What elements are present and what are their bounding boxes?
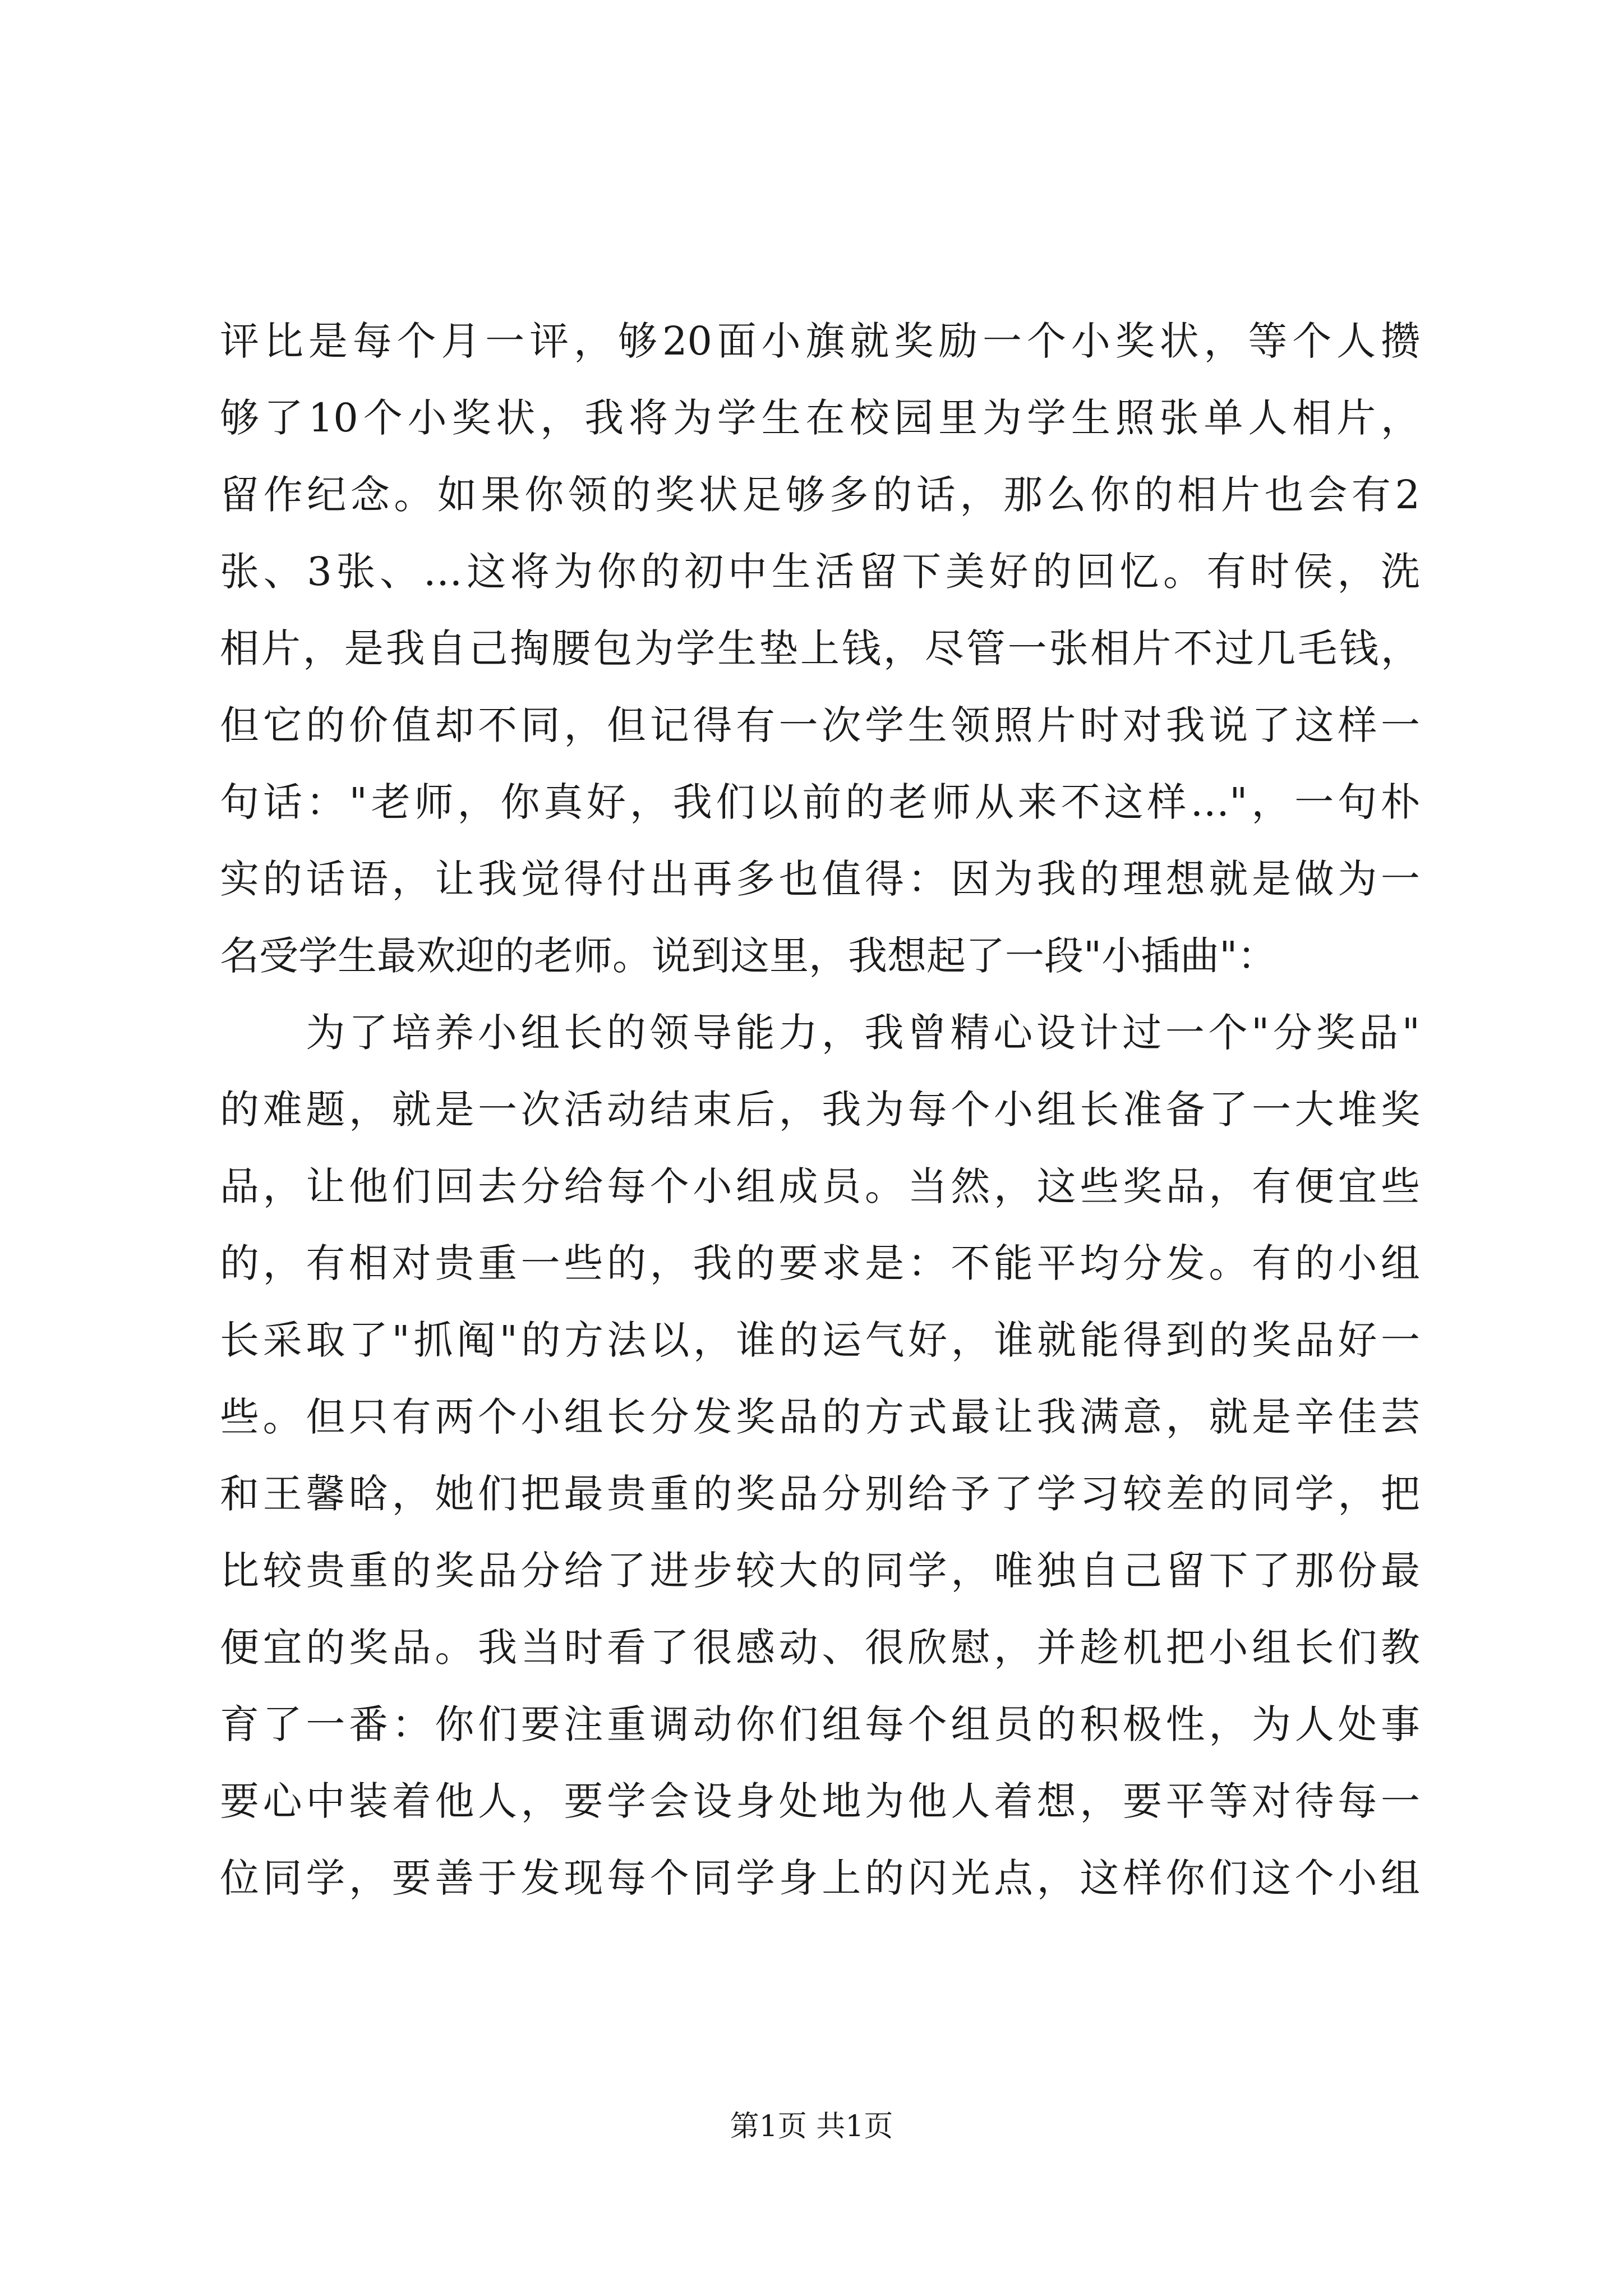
page-number-footer: 第1页 共1页 [730, 2110, 893, 2143]
text-line: 的难题，就是一次活动结束后，我为每个小组长准备了一大堆奖 [220, 1087, 1420, 1133]
text-line: 些。但只有两个小组长分发奖品的方式最让我满意，就是辛佳芸 [220, 1394, 1420, 1440]
text-line: 相片，是我自己掏腰包为学生垫上钱，尽管一张相片不过几毛钱， [220, 625, 1420, 671]
text-line: 要心中装着他人，要学会设身处地为他人着想，要平等对待每一 [220, 1778, 1420, 1824]
text-line: 张、3张、…这将为你的初中生活留下美好的回忆。有时侯，洗 [220, 549, 1420, 595]
text-line: 实的话语，让我觉得付出再多也值得：因为我的理想就是做为一 [220, 856, 1420, 902]
text-line: 评比是每个月一评，够20面小旗就奖励一个小奖状，等个人攒 [220, 318, 1420, 364]
text-line: 位同学，要善于发现每个同学身上的闪光点，这样你们这个小组 [220, 1855, 1420, 1901]
text-line: 留作纪念。如果你领的奖状足够多的话，那么你的相片也会有2 [220, 472, 1420, 518]
paragraph-1 [220, 303, 1420, 995]
text-line: 长采取了"抓阄"的方法以，谁的运气好，谁就能得到的奖品好一 [220, 1317, 1420, 1363]
text-line: 为了培养小组长的领导能力，我曾精心设计过一个"分奖品" [220, 1010, 1420, 1056]
text-line: 够了10个小奖状，我将为学生在校园里为学生照张单人相片， [220, 395, 1420, 441]
text-line: 比较贵重的奖品分给了进步较大的同学，唯独自己留下了那份最 [220, 1548, 1420, 1594]
text-line: 品，让他们回去分给每个小组成员。当然，这些奖品，有便宜些 [220, 1163, 1420, 1209]
text-line: 的，有相对贵重一些的，我的要求是：不能平均分发。有的小组 [220, 1240, 1420, 1286]
text-line: 名受学生最欢迎的老师。说到这里，我想起了一段"小插曲"： [220, 933, 1277, 979]
text-line: 育了一番：你们要注重调动你们组每个组员的积极性，为人处事 [220, 1701, 1420, 1747]
text-line: 和王馨晗，她们把最贵重的奖品分别给予了学习较差的同学，把 [220, 1471, 1420, 1517]
paragraph-2 [220, 995, 1420, 1917]
text-line: 但它的价值却不同，但记得有一次学生领照片时对我说了这样一 [220, 702, 1420, 748]
body-text [220, 303, 1420, 1917]
text-line: 便宜的奖品。我当时看了很感动、很欣慰，并趁机把小组长们教 [220, 1625, 1420, 1671]
text-line: 句话："老师，你真好，我们以前的老师从来不这样…"，一句朴 [220, 779, 1420, 825]
